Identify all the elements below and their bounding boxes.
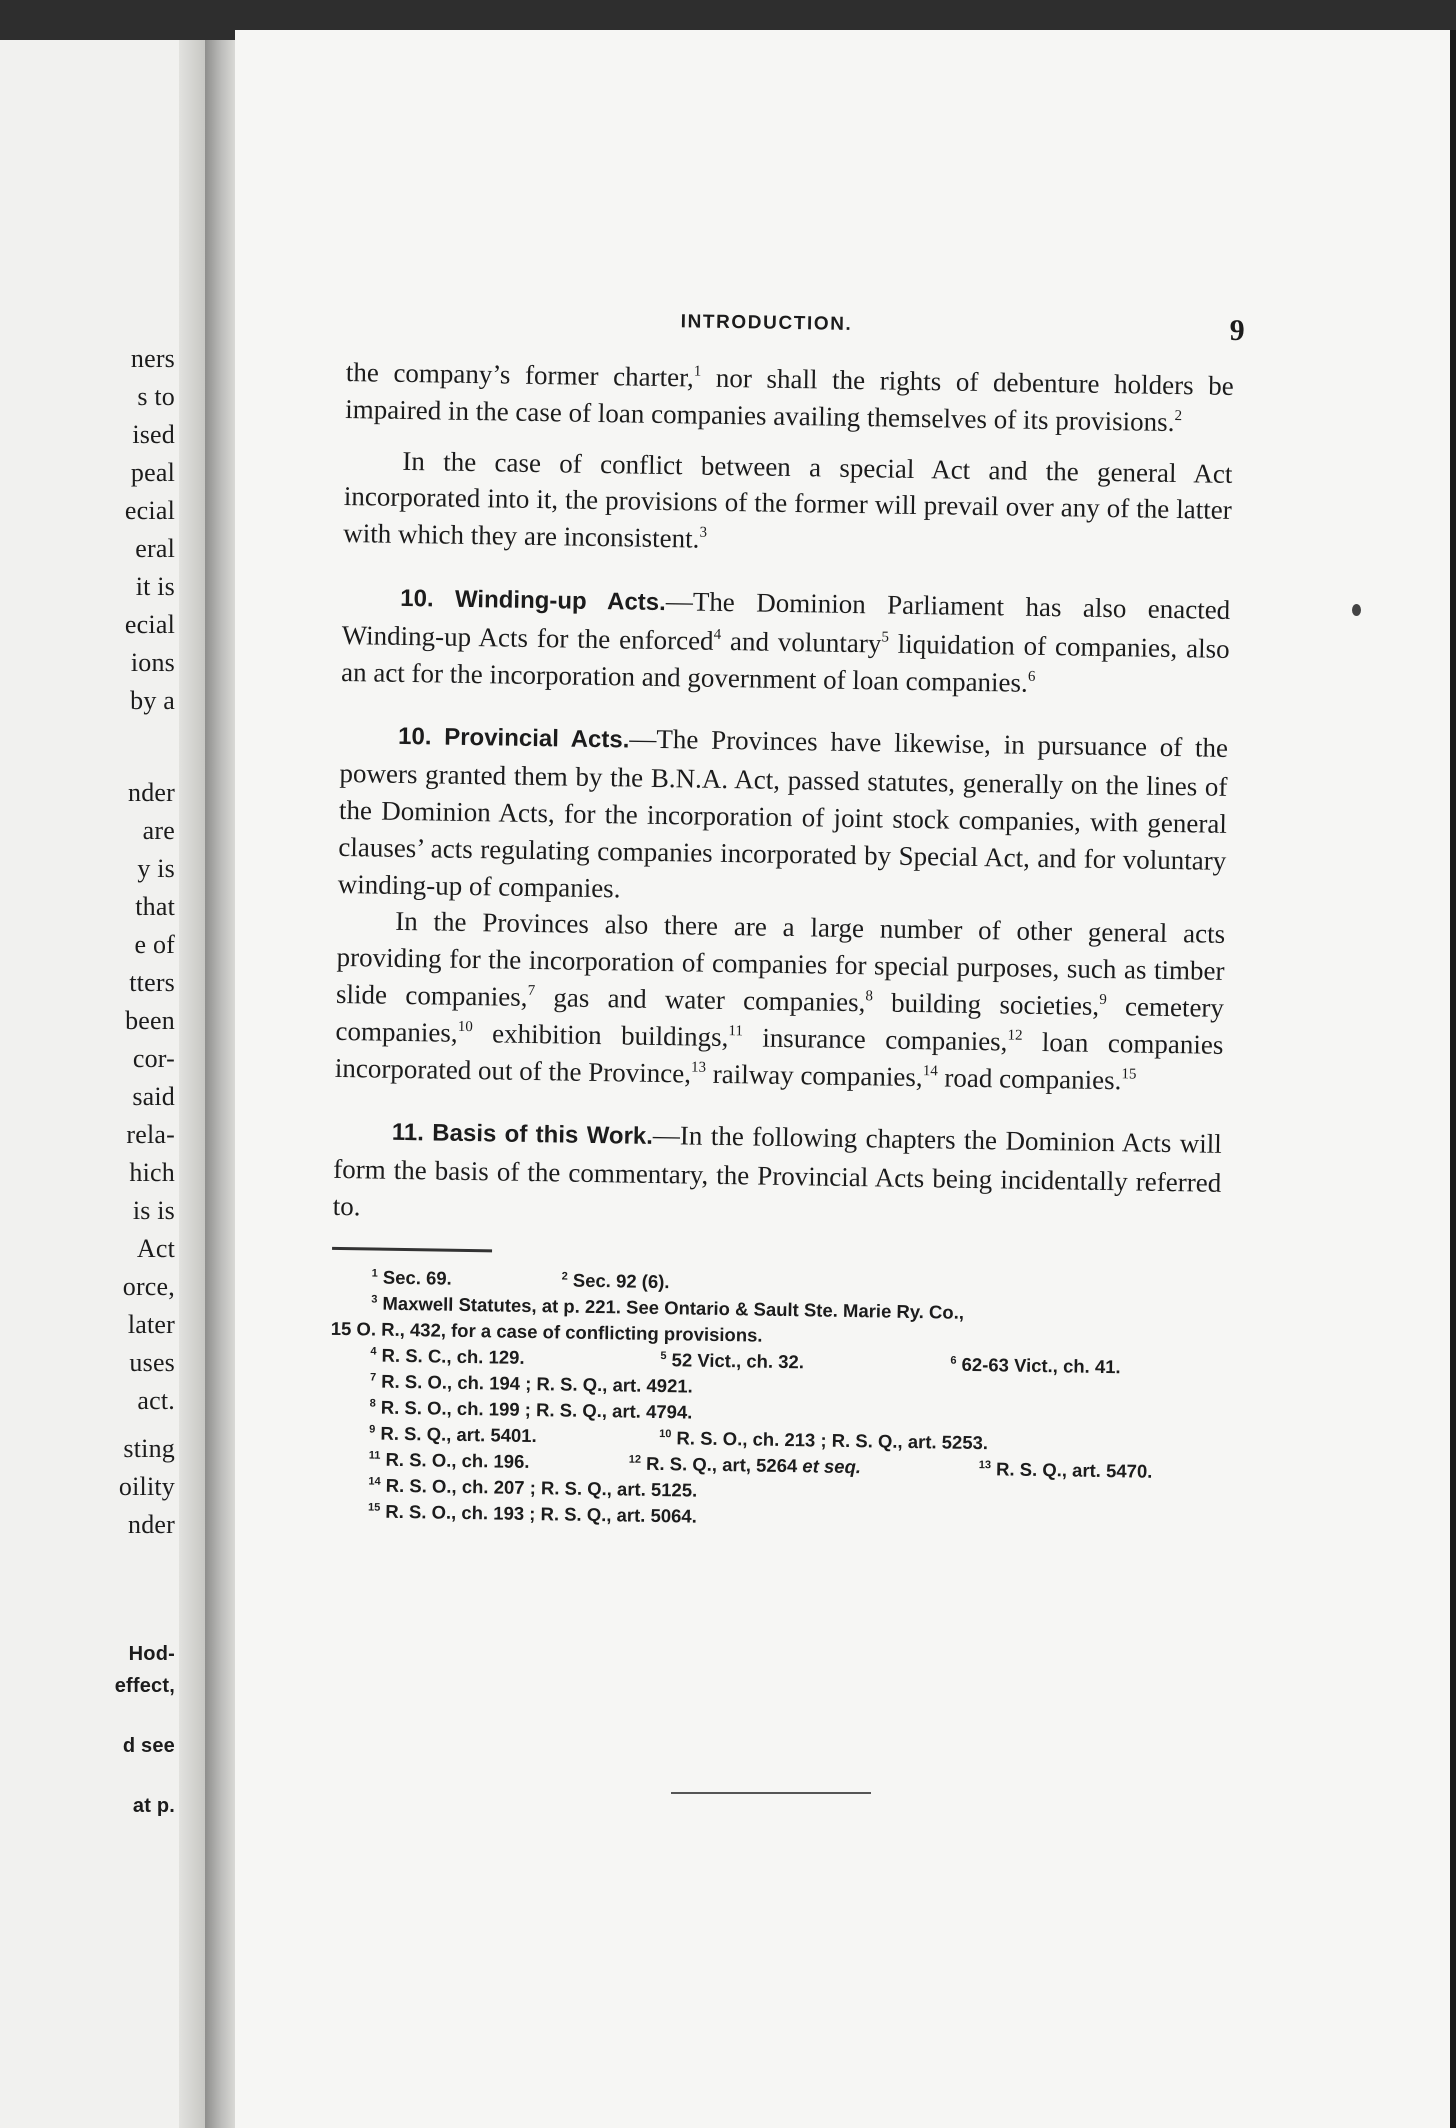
footnote-ref[interactable]: 7 <box>527 982 536 999</box>
footnote-mark: 5 <box>660 1349 667 1362</box>
footnote-mark: 4 <box>370 1345 377 1358</box>
footnote-mark: 12 <box>628 1453 642 1466</box>
text-run: insurance companies, <box>742 1022 1008 1057</box>
footnote-text: R. S. O., ch. 199 ; R. S. Q., art. 4794. <box>380 1396 693 1423</box>
footnote-ref[interactable]: 5 <box>881 629 890 646</box>
paragraph-provinces <box>335 902 1226 1100</box>
left-line: e of <box>134 930 175 959</box>
left-line: s to <box>137 382 175 411</box>
text-run: building societies, <box>872 987 1100 1021</box>
left-line: orce, <box>122 1272 175 1301</box>
footnote-mark: 10 <box>659 1427 672 1440</box>
footnote-text: R. S. O., ch. 193 ; R. S. Q., art. 5064. <box>385 1500 698 1527</box>
footnote-text: R. S. O., ch. 196. <box>385 1448 530 1472</box>
text-run: exhibition buildings, <box>472 1017 729 1052</box>
footnote-mark: 2 <box>561 1270 568 1283</box>
left-line: act. <box>137 1386 175 1415</box>
text-run: —The Dominion Parliament has also enacted Winding-up Acts for the enforced <box>341 586 1231 656</box>
left-line: it is <box>135 572 175 601</box>
footnote-6 <box>950 1351 1121 1380</box>
book-gutter <box>205 40 235 2128</box>
end-of-page-rule <box>671 1792 871 1794</box>
left-line: nder <box>128 1510 175 1539</box>
left-line: said <box>132 1082 175 1111</box>
left-line: oility <box>118 1472 175 1501</box>
left-line: later <box>127 1310 175 1339</box>
footnote-3-continued: 15 O. R., 432, for a case of conflicting provisions. <box>330 1317 763 1346</box>
left-line: ners <box>130 344 175 373</box>
section-heading: 10. Winding-up Acts. <box>400 584 667 617</box>
left-line: sting <box>123 1434 175 1463</box>
footnote-ref[interactable]: 14 <box>922 1062 938 1079</box>
footnote-ref[interactable]: 6 <box>1027 668 1036 685</box>
text-run: —The Provinces have likewise, in pursuance of the powers granted them by the B.N.A. Act, passed statutes, generally on the lines of the Dominion Acts, for the incorporation of joint stock companies, with general clauses’ acts regulating companies incorporated by Special Act, and for voluntary winding-up of companies. <box>337 723 1229 903</box>
left-line: uses <box>129 1348 175 1377</box>
left-line: hich <box>129 1158 175 1187</box>
text-run: and voluntary <box>720 625 882 659</box>
paragraph-continuation <box>345 354 1234 442</box>
footnote-text: R. S. Q., art, 5264 <box>645 1452 803 1477</box>
footnote-13 <box>978 1456 1152 1485</box>
left-line: is is <box>132 1196 175 1225</box>
left-line: ions <box>130 648 175 677</box>
section-provincial-acts <box>338 716 1229 916</box>
left-line: rela- <box>126 1120 175 1149</box>
footnote-mark: 8 <box>369 1397 376 1410</box>
footnote-ref[interactable]: 13 <box>690 1059 707 1076</box>
page-content <box>328 298 1245 1538</box>
text-run: In the Provinces also there are a large number of other general acts providing for the incorporation of companies for special purposes, such as timber slide companies, <box>335 906 1226 1012</box>
left-line: nder <box>128 778 175 807</box>
footnote-ref[interactable]: 2 <box>1174 407 1183 424</box>
text-run: railway companies, <box>705 1058 923 1092</box>
footnote-italic: et seq. <box>802 1455 862 1477</box>
left-footnote-line: effect, <box>114 1675 175 1697</box>
page-number: 9 <box>1229 313 1245 348</box>
section-heading: 11. Basis of this Work. <box>391 1119 654 1151</box>
section-heading: 10. Provincial Acts. <box>397 723 630 754</box>
footnote-text: Sec. 69. <box>382 1266 452 1289</box>
paragraph-conflict <box>343 442 1233 566</box>
text-run: the company’s former charter, <box>345 356 694 393</box>
footnote-ref[interactable]: 9 <box>1099 991 1107 1008</box>
footnote-text: 62-63 Vict., ch. 41. <box>961 1353 1121 1378</box>
left-footnote-line: d see <box>122 1735 175 1757</box>
footnote-12 <box>629 1450 862 1480</box>
left-line: Act <box>136 1234 175 1263</box>
footnote-ref[interactable]: 12 <box>1007 1027 1023 1044</box>
right-page-edge <box>1450 30 1456 2128</box>
text-run: In the case of conflict between a special Act and the general Act incorporated into it, the provisions of the former will prevail over any of the latter with which they are inconsistent. <box>343 445 1233 554</box>
left-line: been <box>125 1006 175 1035</box>
left-line: are <box>142 816 175 845</box>
left-line: peal <box>130 458 175 487</box>
footnote-mark: 9 <box>369 1423 376 1436</box>
footnote-text: Sec. 92 (6). <box>572 1269 670 1292</box>
left-line: ecial <box>124 496 175 525</box>
footnote-mark: 14 <box>368 1475 381 1488</box>
text-run: liquidation of companies, also an act for the incorporation and government of loan companies. <box>340 628 1230 698</box>
footnote-9 <box>369 1420 537 1449</box>
footnote-text: R. S. O., ch. 207 ; R. S. Q., art. 5125. <box>385 1474 698 1501</box>
footnote-ref[interactable]: 11 <box>728 1022 744 1040</box>
left-line: tters <box>129 968 175 997</box>
left-page-curve <box>179 40 205 2128</box>
text-run: road companies. <box>937 1061 1122 1095</box>
footnote-mark: 7 <box>369 1371 377 1384</box>
footnote-4 <box>370 1342 525 1370</box>
footnote-text: R. S. C., ch. 129. <box>381 1344 525 1368</box>
footnote-15 <box>368 1498 697 1529</box>
footnote-mark: 11 <box>368 1449 381 1462</box>
left-line: eral <box>135 534 175 563</box>
footnote-ref[interactable]: 1 <box>693 363 702 380</box>
section-winding-up-acts <box>341 578 1231 704</box>
text-run: cemetery companies, <box>335 990 1225 1048</box>
footnote-text: 52 Vict., ch. 32. <box>671 1348 805 1373</box>
left-line: ised <box>132 420 175 449</box>
left-line: that <box>135 892 175 921</box>
footnote-text: R. S. O., ch. 213 ; R. S. Q., art. 5253. <box>676 1427 989 1453</box>
left-line: ecial <box>124 610 175 639</box>
footnote-11 <box>369 1446 530 1475</box>
text-run: —In the following chapters the Dominion Acts will form the basis of the commentary, the Provincial Acts being incidentally referred to. <box>332 1120 1223 1222</box>
text-run: nor shall the rights of debenture holders be impaired in the case of loan companies availing themselves of its provisions. <box>345 362 1234 437</box>
footnote-mark: 15 <box>367 1501 381 1514</box>
footnote-ref[interactable]: 10 <box>457 1018 473 1035</box>
left-line: y is <box>137 854 175 883</box>
footnote-5 <box>660 1347 804 1375</box>
text-run: gas and water companies, <box>534 981 866 1018</box>
right-page <box>235 30 1456 2128</box>
footnote-text: R. S. Q., art. 5470. <box>995 1458 1153 1482</box>
left-footnote-line: Hod- <box>128 1643 175 1665</box>
footnote-ref[interactable]: 3 <box>699 524 708 541</box>
footnote-ref[interactable]: 15 <box>1121 1065 1137 1083</box>
footnote-mark: 13 <box>978 1458 992 1471</box>
footnote-text: R. S. O., ch. 194 ; R. S. Q., art. 4921. <box>381 1370 693 1397</box>
footnote-2 <box>561 1267 669 1295</box>
left-footnote-line: at p. <box>132 1795 175 1817</box>
footnote-1 <box>371 1264 452 1291</box>
footnote-mark: 3 <box>371 1293 378 1306</box>
left-line: by a <box>130 686 175 715</box>
footnote-text: R. S. Q., art. 5401. <box>380 1422 537 1446</box>
ink-spot <box>1352 604 1361 616</box>
footnote-mark: 6 <box>950 1354 957 1367</box>
footnote-ref[interactable]: 4 <box>713 626 722 643</box>
left-line: cor- <box>132 1044 175 1073</box>
footnote-divider <box>332 1247 492 1253</box>
footnote-mark: 1 <box>371 1267 378 1280</box>
left-page-fragment <box>0 40 205 2128</box>
section-basis-of-work <box>332 1112 1222 1238</box>
footnote-ref[interactable]: 8 <box>865 988 874 1005</box>
footnote-text: Maxwell Statutes, at p. 221. See Ontario & Sault Ste. Marie Ry. Co., <box>382 1292 965 1323</box>
running-title: INTRODUCTION. <box>680 311 853 335</box>
text-run: loan companies incorporated out of the Province, <box>334 1026 1224 1089</box>
footnotes <box>328 1264 1220 1538</box>
